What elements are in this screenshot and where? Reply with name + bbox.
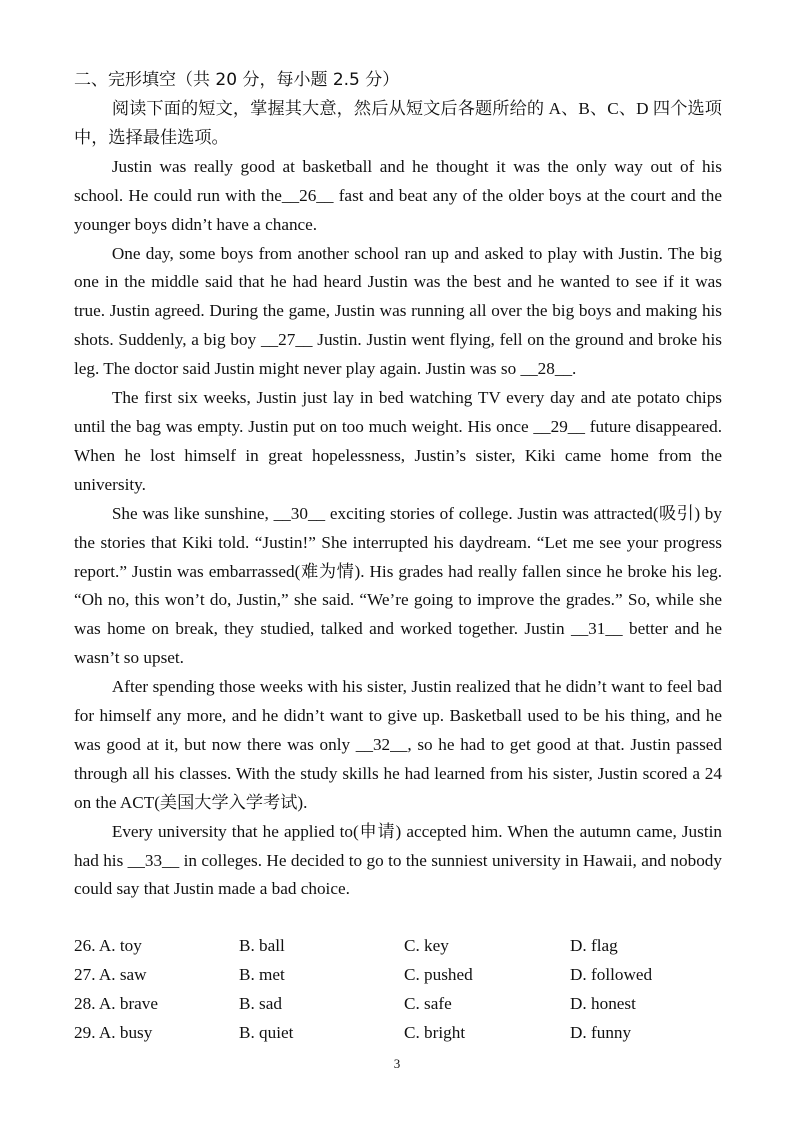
passage-paragraph: After spending those weeks with his sister, Justin realized that he didn’t want to feel bad for himself any more, and he didn’t want to give up. Basketball used to be his thing, and he was good at it, but now there was only __32__, so he had to get good at that. Justin passed through all his classes. With the study skills he had learned from his sister, Justin scored a 24 on the ACT(美国大学入学考试). — [74, 677, 722, 812]
option-b: B. sad — [239, 993, 282, 1013]
option-c: C. pushed — [404, 964, 473, 984]
passage-paragraph: The first six weeks, Justin just lay in bed watching TV every day and ate potato chips until the bag was empty. Justin put on too much weight. His once __29__ future disappeared. When he lost himself in great hopelessness, Justin’s sister, Kiki came home from the university. — [74, 388, 722, 494]
question-row — [74, 961, 722, 990]
option-a: 28. A. brave — [74, 993, 159, 1013]
question-row — [74, 932, 722, 961]
option-d: D. funny — [570, 1022, 632, 1042]
option-b: B. met — [239, 964, 285, 984]
option-c: C. bright — [404, 1022, 466, 1042]
section-heading: 二、完形填空（共 20 分，每小题 2.5 分） — [74, 70, 400, 90]
passage-paragraph: Every university that he applied to(申请) accepted him. When the autumn came, Justin had his __33__ in colleges. He decided to go to the sunniest university in Hawaii, and nobody could say that Justin made a bad choice. — [74, 821, 722, 899]
question-row — [74, 1019, 722, 1048]
option-c: C. key — [404, 936, 449, 955]
passage-body — [74, 95, 722, 904]
option-b: B. quiet — [239, 1022, 294, 1042]
question-row — [74, 990, 722, 1019]
passage-paragraph: Justin was really good at basketball and he thought it was the only way out of his school. He could run with the__26__ fast and beat any of the older boys at the court and the younger boys didn’t have a chance. — [74, 156, 722, 234]
passage-paragraph: One day, some boys from another school ran up and asked to play with Justin. The big one in the middle said that he had heard Justin was the best and he wanted to see if it was true. Justin agreed. During the game, Justin was running all over the big boys and making his shots. Suddenly, a big boy __27__ Justin. Justin went flying, fell on the ground and broke his leg. The doctor said Justin might never play again. Justin was so __28__. — [74, 243, 722, 379]
option-d: D. followed — [570, 964, 653, 984]
option-a: 27. A. saw — [74, 964, 147, 984]
option-d: D. honest — [570, 993, 636, 1013]
passage-paragraph: She was like sunshine, __30__ exciting stories of college. Justin was attracted(吸引) by the stories that Kiki told. “Justin!” She interrupted his daydream. “Let me see your progress report.” Justin was embarrassed(难为情). His grades had really fallen since he broke his leg. “Oh no, this won’t do, Justin,” she said. “We’re going to improve the grades.” So, while she was home on break, they studied, talked and worked together. Justin __31__ better and he wasn’t so upset. — [74, 503, 722, 668]
option-c: C. safe — [404, 993, 452, 1013]
option-b: B. ball — [239, 936, 285, 955]
answer-options — [74, 932, 722, 1048]
option-a: 26. A. toy — [74, 936, 142, 955]
option-a: 29. A. busy — [74, 1022, 153, 1042]
page-number: 3 — [393, 1056, 401, 1071]
instructions: 阅读下面的短文，掌握其大意，然后从短文后各题所给的 A、B、C、D 四个选项中，选择最佳选项。 — [74, 99, 722, 147]
option-d: D. flag — [570, 936, 618, 955]
